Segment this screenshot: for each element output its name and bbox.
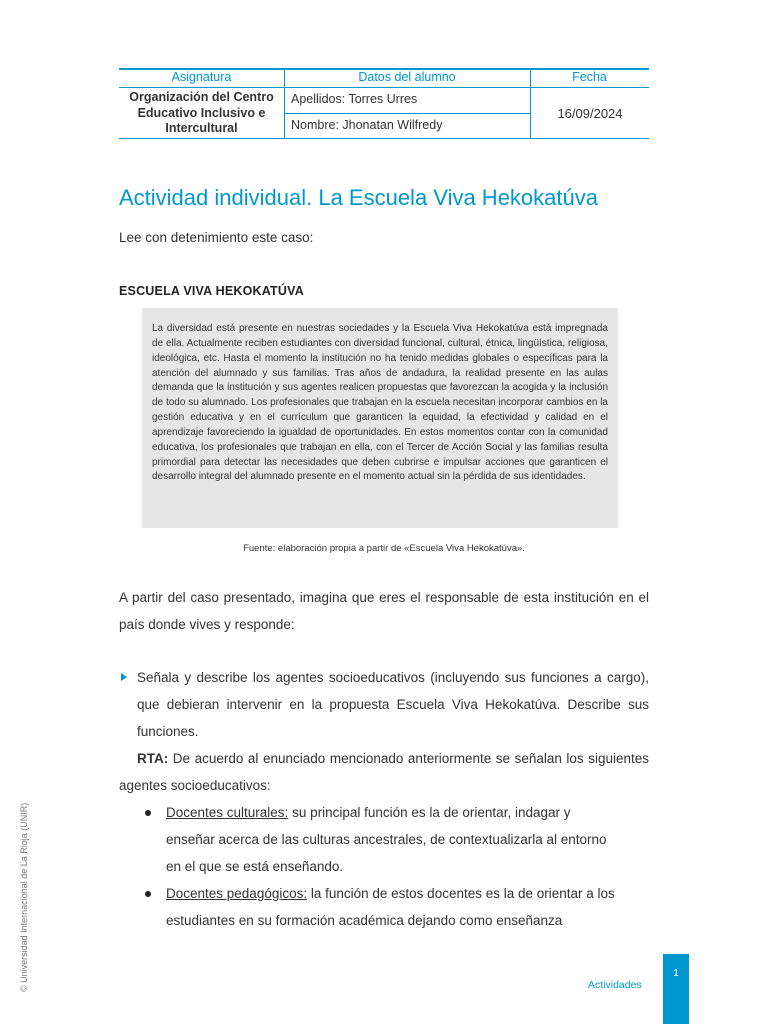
case-text: La diversidad está presente en nuestras sociedades y la Escuela Viva Hekokatúva está impregnada de ella. Actualmente reciben estudiantes con diversidad funcional, cultural, étnica, lingüística, religiosa, ideológica, etc. Hasta el momento la institución no ha tenido medidas globales o específicas para la atención del alumnado y sus familias. Tras años de andadura, la realidad presente en las aulas demanda que la institución y sus agentes realicen propuestas que favorezcan la acogida y la inclusión de todo su alumnado. Los profesionales que trabajan en la escuela necesitan incorporar cambios en la gestión educativa y en el currículum que garanticen la equidad, la efectividad y calidad en el aprendizaje favoreciendo la igualdad de oportunidades. En estos momentos contar con la comunidad educativa, los profesionales que trabajan en ella, con el Tercer de Acción Social y las familias resulta primordial para detectar las necesidades que deben cubrirse e impulsar acciones que garanticen el desarrollo integral del alumnado presente en el momento actual sin la pérdida de sus identidades. — [152, 323, 608, 483]
column-subject-header: Asignatura — [171, 70, 232, 84]
student-surname: Apellidos: Torres Urres — [291, 92, 418, 106]
column-date-header: Fecha — [572, 70, 607, 84]
copyright-note: © Universidad Internacional de La Rioja (UNIR) — [19, 802, 29, 992]
case-quote-box — [142, 308, 618, 528]
table-divider — [284, 68, 285, 139]
list-item: Docentes pedagógicos: la función de estos docentes es la de orientar a los estudiantes en su formación académica dejando como enseñanza — [166, 886, 615, 928]
question-text: Señala y describe los agentes socioeducativos (incluyendo sus funciones a cargo), que debieran intervenir en la propuesta Escuela Viva Hekokatúva. Describe sus funciones. — [137, 670, 649, 739]
answer-paragraph — [119, 745, 649, 799]
column-student-header: Datos del alumno — [358, 70, 456, 84]
triangle-bullet-icon — [121, 673, 127, 681]
page-number: 1 — [673, 968, 679, 979]
footer-section-label: Actividades — [588, 979, 642, 991]
prompt-text: A partir del caso presentado, imagina que eres el responsable de esta institución en el país donde vives y responde: — [119, 590, 649, 632]
agent-name: Docentes culturales: — [166, 805, 289, 820]
subject-name: Organización del Centro Educativo Inclusivo e Intercultural — [129, 90, 274, 135]
answer-text: De acuerdo al enunciado mencionado anteriormente se señalan los siguientes agentes socioeducativos: — [119, 751, 649, 793]
table-bottom-border — [119, 138, 649, 139]
student-name: Nombre: Jhonatan Wilfredy — [291, 118, 443, 132]
bullet-dot-icon — [145, 891, 151, 897]
answer-label: RTA: — [137, 751, 169, 766]
bullet-dot-icon — [145, 810, 151, 816]
intro-text: Lee con detenimiento este caso: — [119, 230, 314, 245]
source-caption: Fuente: elaboración propia a partir de «Escuela Viva Hekokatúva». — [243, 543, 525, 554]
case-title: ESCUELA VIVA HEKOKATÚVA — [119, 284, 304, 298]
page-title: Actividad individual. La Escuela Viva Hekokatúva — [119, 185, 598, 210]
page-number-tab — [663, 954, 689, 1024]
table-divider — [284, 113, 530, 114]
list-item: Docentes culturales: su principal función es la de orientar, indagar y enseñar acerca de las culturas ancestrales, de contextualizarla al entorno en el que se está enseñando. — [166, 805, 607, 874]
agent-name: Docentes pedagógicos: — [166, 886, 308, 901]
date-value: 16/09/2024 — [557, 106, 623, 121]
table-divider — [530, 68, 531, 139]
